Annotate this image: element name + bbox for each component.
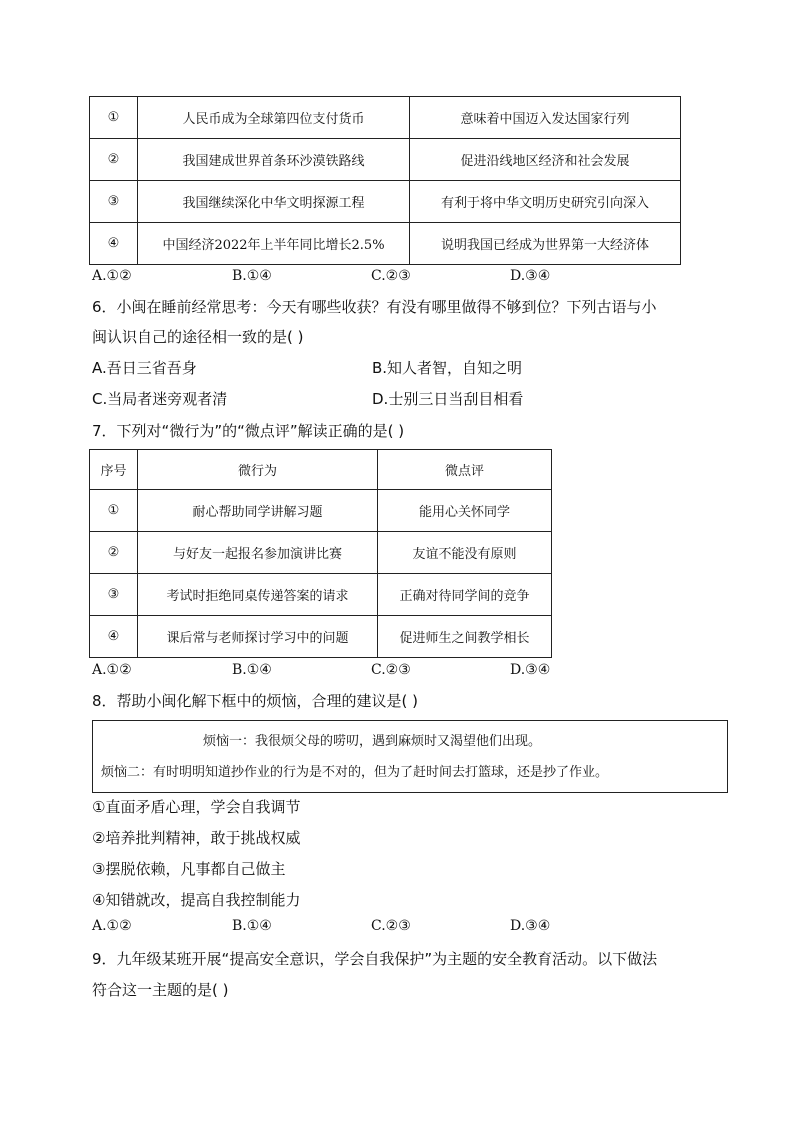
q5-row-event: 中国经济2022年上半年同比增长2.5%: [138, 223, 410, 265]
q5-options: [92, 268, 692, 288]
option-d[interactable]: D.③④: [510, 662, 551, 678]
option-a[interactable]: A.①②: [92, 268, 132, 284]
q7-row-comment: 促进师生之间教学相长: [378, 616, 552, 658]
q7-table: [89, 449, 552, 658]
q7-row-behavior: 课后常与老师探讨学习中的问题: [138, 616, 378, 658]
option-b[interactable]: B.①④: [232, 268, 272, 284]
q5-row-num: ③: [90, 181, 138, 223]
q7-row-num: ④: [90, 616, 138, 658]
q7-row-behavior: 与好友一起报名参加演讲比赛: [138, 532, 378, 574]
table-row: [90, 223, 681, 265]
option-c[interactable]: C.②③: [371, 662, 411, 678]
q5-row-event: 我国继续深化中华文明探源工程: [138, 181, 410, 223]
table-row: [90, 574, 552, 616]
q5-row-event: 我国建成世界首条环沙漠铁路线: [138, 139, 410, 181]
q7-row-num: ③: [90, 574, 138, 616]
option-b[interactable]: B.①④: [232, 662, 272, 678]
q5-row-meaning: 意味着中国迈入发达国家行列: [410, 97, 681, 139]
q6-choice-b[interactable]: B.知人者智，自知之明: [372, 359, 523, 377]
q7-row-comment: 友谊不能没有原则: [378, 532, 552, 574]
q8-item-3: ③摆脱依赖，凡事都自己做主: [92, 860, 286, 878]
q8-stem: 8．帮助小闽化解下框中的烦恼，合理的建议是( ): [92, 692, 419, 710]
table-row: [90, 616, 552, 658]
q7-header-num: 序号: [90, 450, 138, 490]
q6-choice-c[interactable]: C.当局者迷旁观者清: [92, 390, 228, 408]
q7-header-behavior: 微行为: [138, 450, 378, 490]
q7-row-comment: 能用心关怀同学: [378, 490, 552, 532]
table-row: [90, 97, 681, 139]
q7-stem: 7．下列对“微行为”的“微点评”解读正确的是( ): [92, 422, 405, 440]
q5-row-meaning: 促进沿线地区经济和社会发展: [410, 139, 681, 181]
option-b[interactable]: B.①④: [232, 918, 272, 934]
table-row: [90, 490, 552, 532]
q5-row-meaning: 有利于将中华文明历史研究引向深入: [410, 181, 681, 223]
q5-row-num: ④: [90, 223, 138, 265]
option-c[interactable]: C.②③: [371, 918, 411, 934]
q8-options: [92, 918, 692, 938]
q7-options: [92, 662, 692, 682]
q6-choice-d[interactable]: D.士别三日当刮目相看: [372, 390, 524, 408]
q5-row-num: ②: [90, 139, 138, 181]
q8-item-4: ④知错就改，提高自我控制能力: [92, 891, 301, 909]
q5-row-meaning: 说明我国已经成为世界第一大经济体: [410, 223, 681, 265]
q8-worry-box: [92, 720, 728, 793]
q8-worry-2: 烦恼二：有时明明知道抄作业的行为是不对的，但为了赶时间去打篮球，还是抄了作业。: [101, 765, 609, 780]
q9-stem-line1: 9．九年级某班开展“提高安全意识，学会自我保护”为主题的安全教育活动。以下做法: [92, 950, 658, 968]
table-header-row: [90, 450, 552, 490]
table-row: [90, 532, 552, 574]
q9-stem-line2: 符合这一主题的是( ): [92, 981, 229, 999]
q5-row-event: 人民币成为全球第四位支付货币: [138, 97, 410, 139]
table-row: [90, 139, 681, 181]
table-row: [90, 181, 681, 223]
q7-row-num: ①: [90, 490, 138, 532]
q6-stem-line1: 6．小闽在睡前经常思考：今天有哪些收获？有没有哪里做得不够到位？下列古语与小: [92, 298, 657, 316]
q8-item-1: ①直面矛盾心理，学会自我调节: [92, 798, 301, 816]
q6-stem-line2: 闽认识自己的途径相一致的是( ): [92, 328, 304, 346]
option-a[interactable]: A.①②: [92, 918, 132, 934]
q7-header-comment: 微点评: [378, 450, 552, 490]
q5-row-num: ①: [90, 97, 138, 139]
q5-table: [89, 96, 681, 265]
option-d[interactable]: D.③④: [510, 918, 551, 934]
q8-worry-1: 烦恼一：我很烦父母的唠叨，遇到麻烦时又渴望他们出现。: [203, 734, 542, 749]
q6-choice-a[interactable]: A.吾日三省吾身: [92, 359, 197, 377]
q7-row-num: ②: [90, 532, 138, 574]
q7-row-behavior: 耐心帮助同学讲解习题: [138, 490, 378, 532]
q8-item-2: ②培养批判精神，敢于挑战权威: [92, 829, 301, 847]
option-d[interactable]: D.③④: [510, 268, 551, 284]
q7-row-comment: 正确对待同学间的竞争: [378, 574, 552, 616]
option-a[interactable]: A.①②: [92, 662, 132, 678]
option-c[interactable]: C.②③: [371, 268, 411, 284]
q7-row-behavior: 考试时拒绝同桌传递答案的请求: [138, 574, 378, 616]
